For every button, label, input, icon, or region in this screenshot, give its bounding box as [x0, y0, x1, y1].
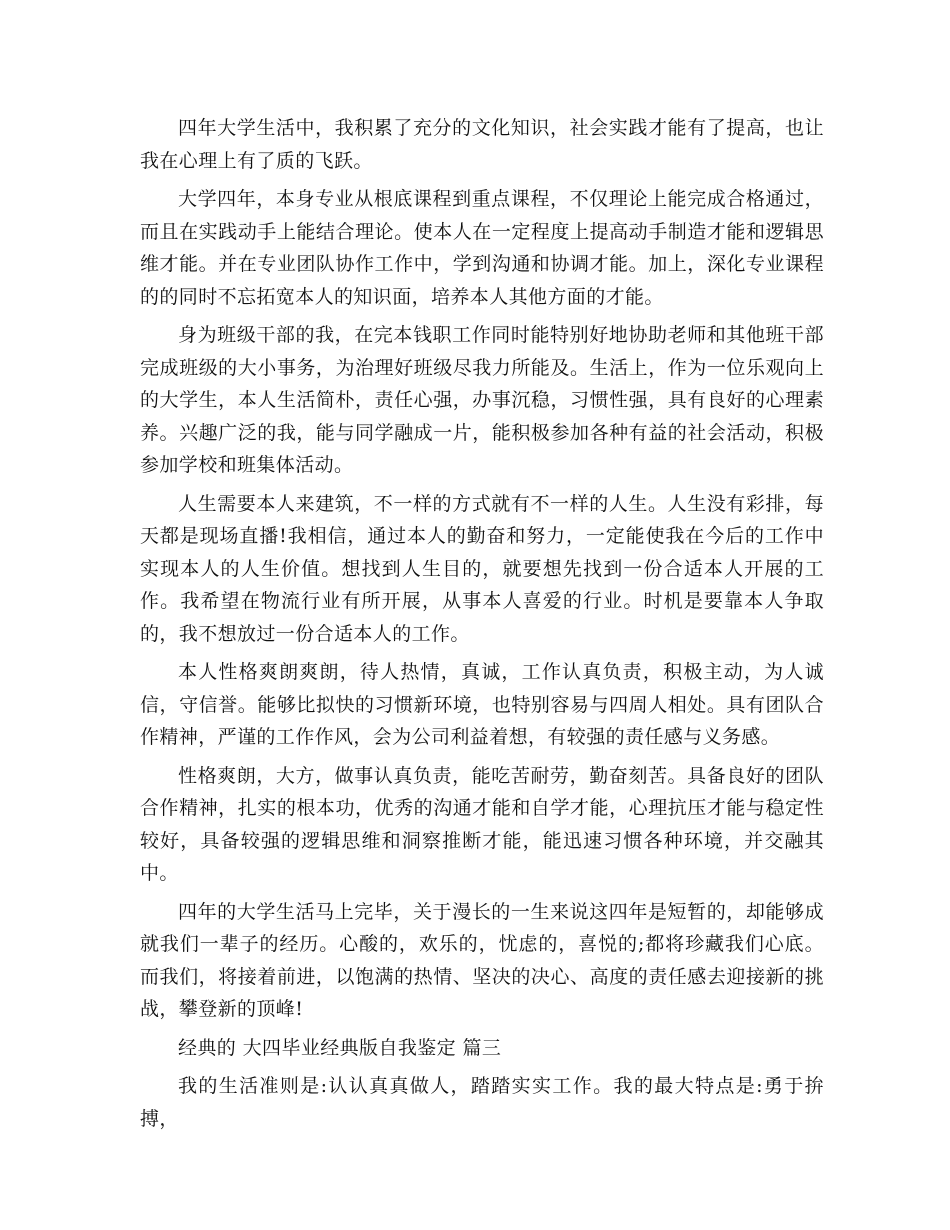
section-heading: 经典的 大四毕业经典版自我鉴定 篇三: [178, 1036, 502, 1059]
paragraph-2: 大学四年，本身专业从根底课程到重点课程，不仅理论上能完成合格通过，而且在实践动手上能结合理论。使本人在一定程度上提高动手制造才能和逻辑思维才能。并在专业团队协作工作中，学到沟通和协调才能。加上，深化专业课程的的同时不忘拓宽本人的知识面，培养本人其他方面的才能。: [140, 188, 824, 308]
paragraph-5: 本人性格爽朗爽朗，待人热情，真诚，工作认真负责，积极主动，为人诚信，守信誉。能够比拟快的习惯新环境，也特别容易与四周人相处。具有团队合作精神，严谨的工作作风，会为公司利益着想，有较强的责任感与义务感。: [140, 661, 824, 748]
paragraph-8: 我的生活准则是:认认真真做人，踏踏实实工作。我的最大特点是:勇于拚搏，: [140, 1075, 824, 1130]
paragraph-3: 身为班级干部的我，在完本钱职工作同时能特别好地协助老师和其他班干部完成班级的大小事务，为治理好班级尽我力所能及。生活上，作为一位乐观向上的大学生，本人生活简朴，责任心强，办事沉稳，习惯性强，具有良好的心理素养。兴趣广泛的我，能与同学融成一片，能积极参加各种有益的社会活动，积极参加学校和班集体活动。: [140, 324, 824, 476]
document-page: [140, 112, 824, 1141]
paragraph-7: 四年的大学生活马上完毕，关于漫长的一生来说这四年是短暂的，却能够成就我们一辈子的经历。心酸的，欢乐的，忧虑的，喜悦的;都将珍藏我们心底。而我们，将接着前进，以饱满的热情、坚决的决心、高度的责任感去迎接新的挑战，攀登新的顶峰!: [140, 900, 824, 1020]
paragraph-4: 人生需要本人来建筑，不一样的方式就有不一样的人生。人生没有彩排，每天都是现场直播!我相信，通过本人的勤奋和努力，一定能使我在今后的工作中实现本人的人生价值。想找到人生目的，就要想先找到一份合适本人开展的工作。我希望在物流行业有所开展，从事本人喜爱的行业。时机是要靠本人争取的，我不想放过一份合适本人的工作。: [140, 492, 824, 645]
paragraph-1: 四年大学生活中，我积累了充分的文化知识，社会实践才能有了提高，也让我在心理上有了质的飞跃。: [140, 117, 824, 172]
paragraph-6: 性格爽朗，大方，做事认真负责，能吃苦耐劳，勤奋刻苦。具备良好的团队合作精神，扎实的根本功，优秀的沟通才能和自学才能，心理抗压才能与稳定性较好，具备较强的逻辑思维和洞察推断才能，能迅速习惯各种环境，并交融其中。: [140, 764, 824, 884]
